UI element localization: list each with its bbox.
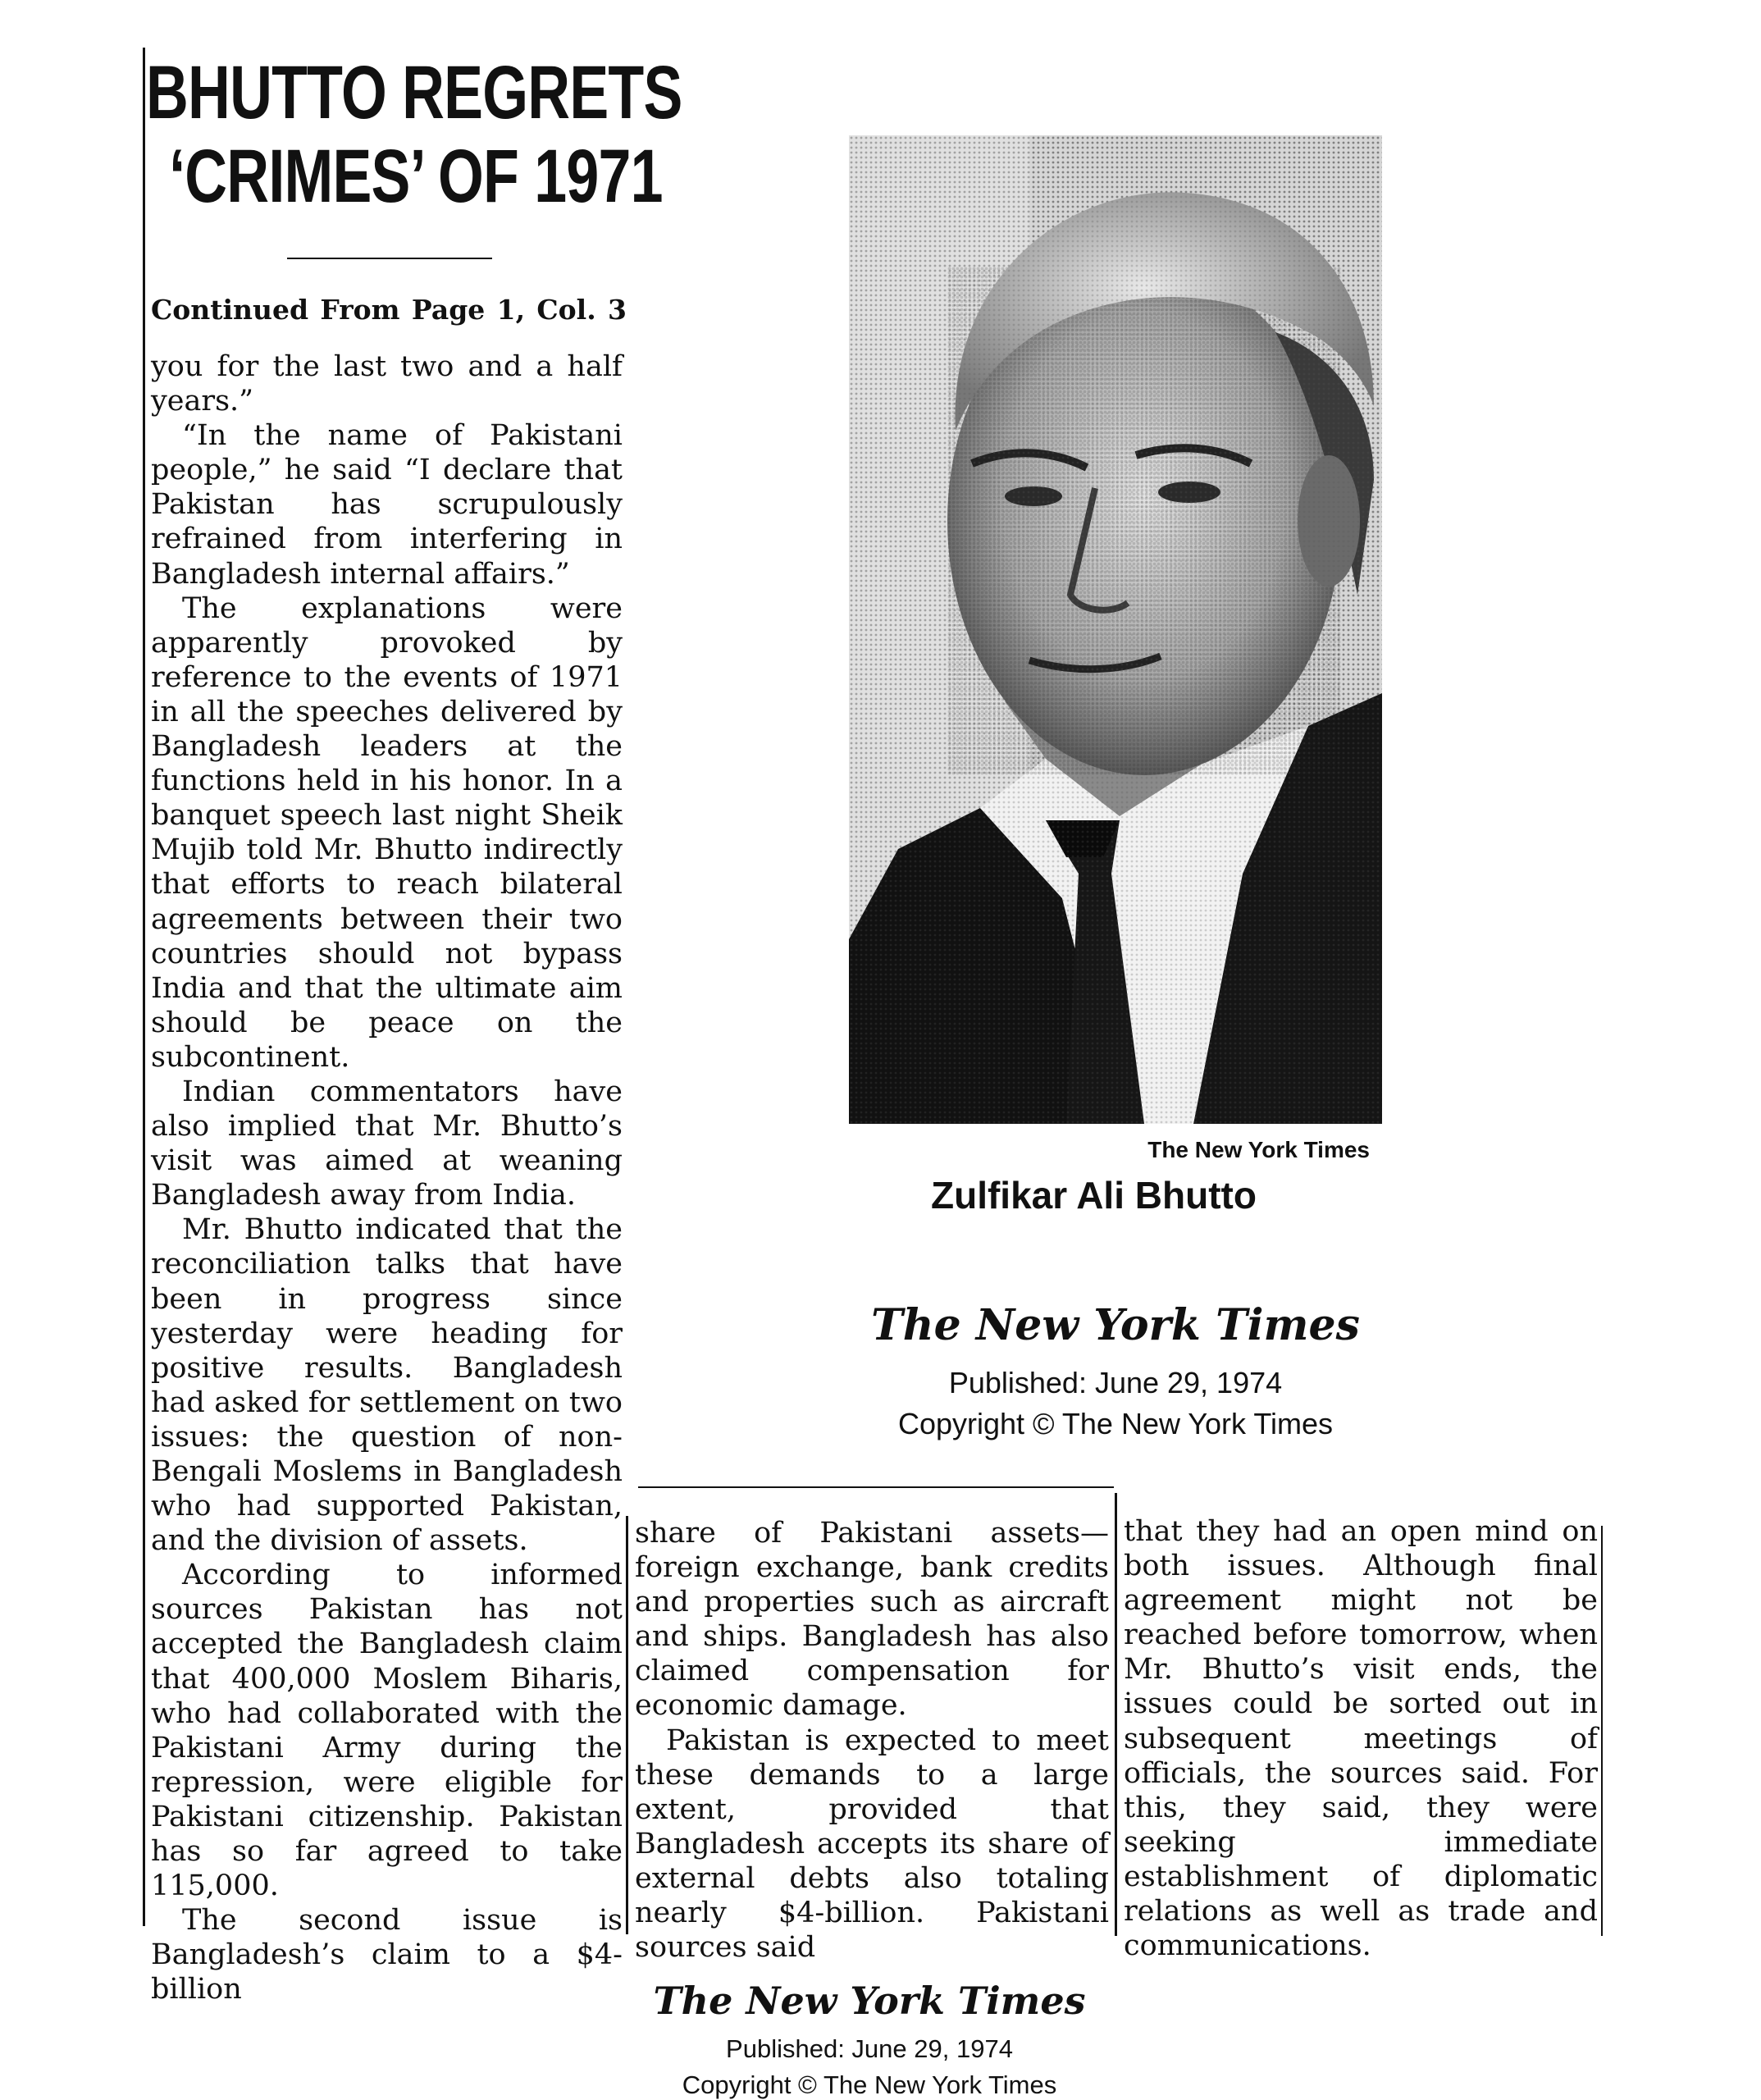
portrait-photo	[849, 135, 1382, 1124]
paragraph: Mr. Bhutto indicated that the reconciliation talks that have been in progress since yesterday were heading for positive results. Bangladesh had asked for settlement on two issues: the question of non-Bengali Moslems in Bangladesh who had supported Pakistan, and the division of assets.	[151, 1213, 623, 1558]
paragraph: Pakistan is expected to meet these demands to a large extent, provided that Bangladesh accepts its share of external debts also totaling nearly $4-billion. Pakistani sources said	[635, 1723, 1109, 1965]
article-column-2	[635, 1516, 1109, 1965]
paragraph: According to informed sources Pakistan has not accepted the Bangladesh claim that 400,000 Moslem Biharis, who had collaborated with the Pakistani Army during the repression, were eligible for Pakistani citizenship. Pakistan has so far agreed to take 115,000.	[151, 1559, 623, 1903]
copyright-middle: Copyright © The New York Times	[897, 1407, 1334, 1440]
column-rule-2	[1115, 1493, 1117, 1936]
headline	[146, 51, 682, 218]
paragraph: The explanations were apparently provoked by reference to the events of 1971 in all the speeches delivered by Bangladesh leaders at the functions held in his honor. In a banquet speech last night Sheik Mujib told Mr. Bhutto indirectly that efforts to reach bilateral agreements between their two countries should not bypass India and that the ultimate aim should be peace on the subcontinent.	[151, 591, 623, 1074]
lower-columns-top-rule	[638, 1486, 1114, 1488]
nyt-logo-middle: The New York Times	[871, 1300, 1360, 1350]
continued-line: Continued From Page 1, Col. 3	[151, 294, 627, 326]
paragraph: you for the last two and a half years.”	[151, 350, 623, 418]
headline-divider	[287, 258, 492, 259]
paragraph: Indian commentators have also implied that Mr. Bhutto’s visit was aimed at weaning Bangladesh away from India.	[151, 1075, 623, 1212]
paragraph: share of Pakistani assets—foreign exchange, bank credits and properties such as aircraft and ships. Bangladesh has also claimed compensation for economic damage.	[635, 1517, 1109, 1723]
paragraph: that they had an open mind on both issues. Although final agreement might not be reached before tomorrow, when Mr. Bhutto’s visit ends, the issues could be sorted out in subsequent meetings of officials, the sources said. For this, they said, they were seeking immediate establishment of diplomatic relations as well as trade and communications.	[1124, 1515, 1598, 1963]
nyt-logo-bottom: The New York Times	[653, 1979, 1086, 2023]
article-column-3	[1124, 1514, 1598, 1963]
photo-credit: The New York Times	[1147, 1137, 1370, 1162]
column-rule-3	[1601, 1526, 1603, 1936]
copyright-bottom: Copyright © The New York Times	[682, 2070, 1057, 2099]
left-column-rule	[143, 48, 145, 1926]
photo-caption: Zulfikar Ali Bhutto	[931, 1174, 1257, 1217]
paragraph: “In the name of Pakistani people,” he said “I declare that Pakistan has scrupulously refrained from interfering in Bangladesh internal affairs.”	[151, 419, 623, 591]
published-date-middle: Published: June 29, 1974	[948, 1366, 1283, 1399]
paragraph: The second issue is Bangladesh’s claim to a $4-billion	[151, 1904, 623, 2006]
headline-line-2: ‘CRIMES’ OF 1971	[169, 135, 663, 218]
published-date-bottom: Published: June 29, 1974	[726, 2034, 1013, 2063]
column-rule-1	[626, 1516, 628, 1934]
article-column-1	[151, 349, 623, 2007]
headline-line-1: BHUTTO REGRETS	[146, 51, 682, 135]
